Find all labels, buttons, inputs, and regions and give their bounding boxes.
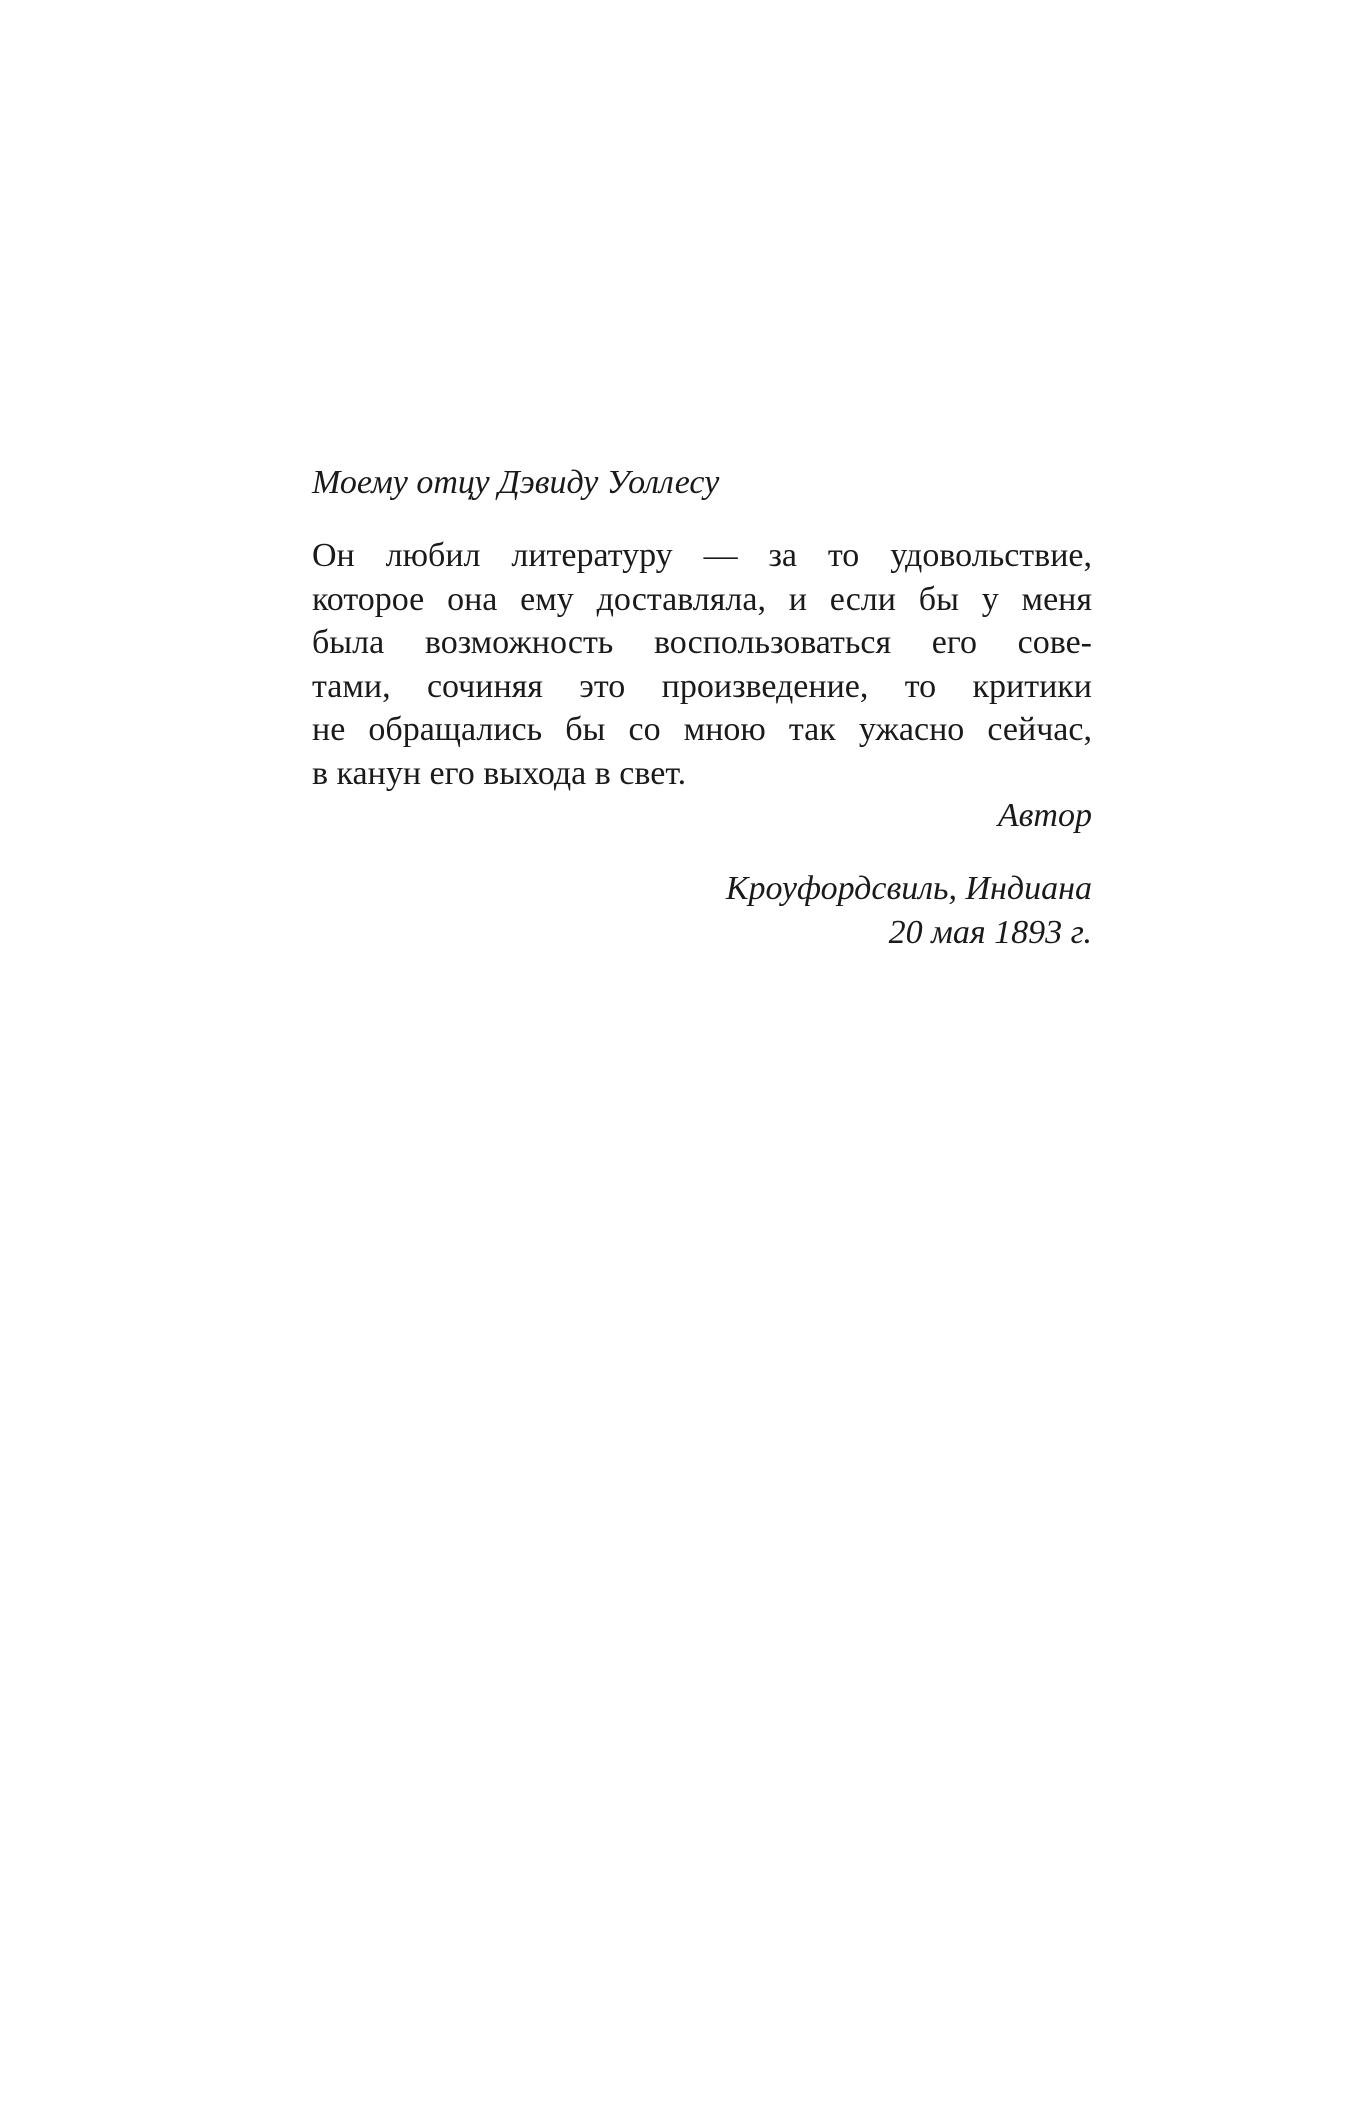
place-date [312,867,1092,955]
author-signature: Автор [997,797,1092,834]
place: Кроуфордсвиль, Индиана [725,870,1092,907]
text-line: Он любил литературу — за то удовольствие, [312,537,1092,574]
text-line: тами, сочиняя это произведение, то критики [312,667,1092,705]
dedication-text [312,534,1092,795]
date: 20 мая 1893 г. [888,914,1092,951]
dedication-heading: Моему отцу Дэвиду Уоллесу [312,464,720,501]
text-line: которое она ему доставляла, и если бы у меня [312,580,1092,618]
text-line: была возможность воспользоваться его сове- [312,624,1092,661]
dedication-block [312,462,1092,955]
text-line: в канун его выхода в свет. [312,754,687,792]
text-line: не обращались бы со мною так ужасно сейчас, [312,711,1092,748]
